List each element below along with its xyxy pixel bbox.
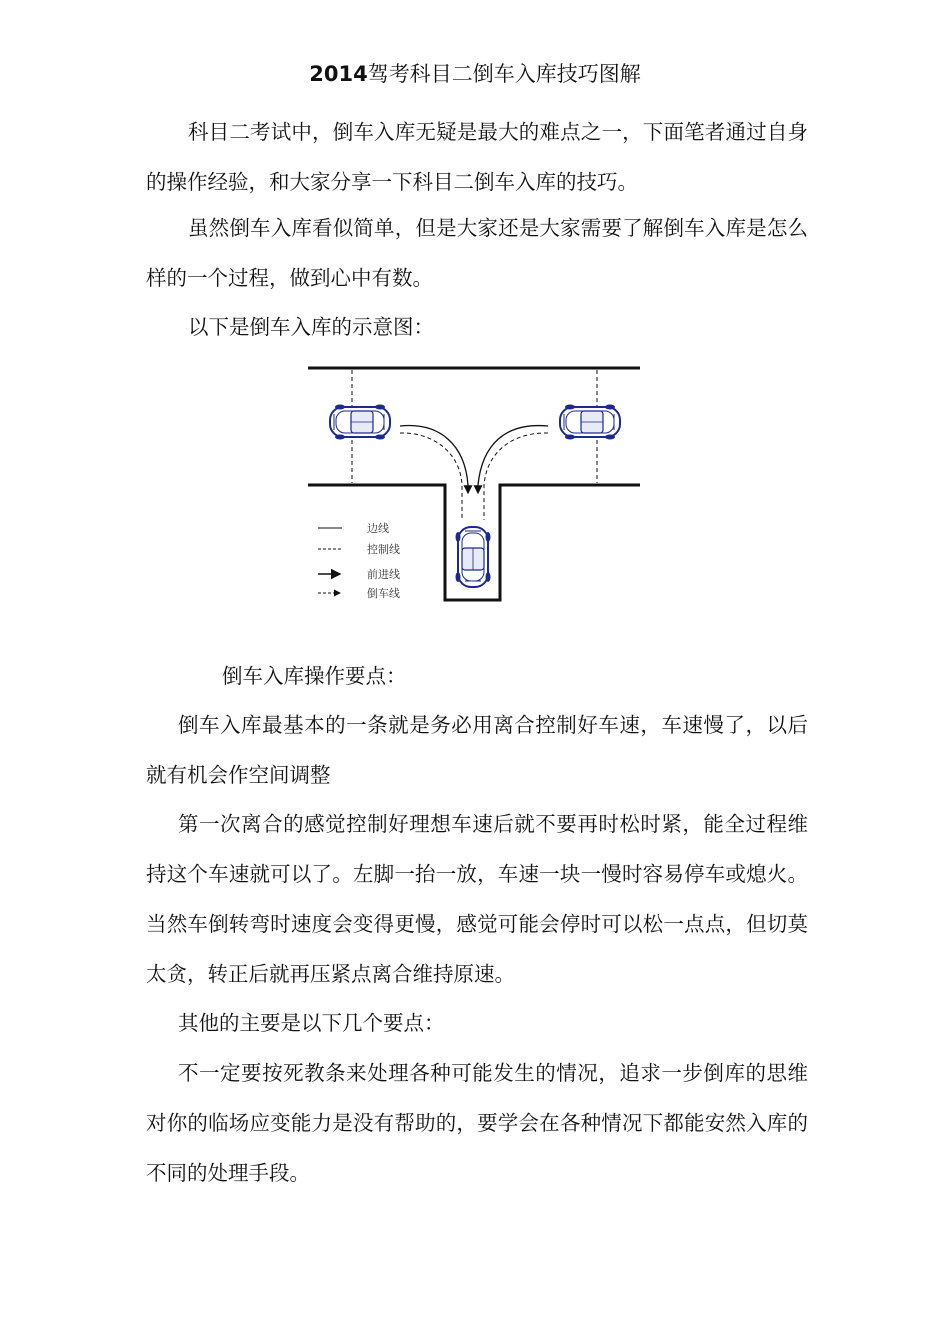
legend-label-reverse: 倒车线	[367, 587, 400, 600]
diagram-legend	[318, 521, 400, 600]
key-point-speed: 倒车入库最基本的一条就是务必用离合控制好车速，车速慢了，以后就有机会作空间调整	[146, 713, 808, 787]
forward-path-right	[478, 426, 548, 493]
intro-paragraph: 科目二考试中，倒车入库无疑是最大的难点之一，下面笔者通过自身的操作经验，和大家分享一下科目二倒车入库的技巧。	[146, 120, 808, 194]
legend-label-boundary: 边线	[367, 522, 389, 535]
car-right	[560, 405, 620, 440]
key-point-others-heading: 其他的主要是以下几个要点：	[178, 1011, 445, 1035]
forward-path-left	[400, 426, 468, 493]
key-point-flexibility: 不一定要按死教条来处理各种可能发生的情况，追求一步倒库的思维对你的临场应变能力是没有帮助的，要学会在各种情况下都能安然入库的不同的处理手段。	[146, 1061, 808, 1185]
car-left	[330, 405, 390, 440]
process-paragraph: 虽然倒车入库看似简单，但是大家还是大家需要了解倒车入库是怎么样的一个过程，做到心中有数。	[146, 216, 808, 290]
key-points-heading: 倒车入库操作要点：	[222, 664, 407, 688]
legend-label-forward: 前进线	[367, 568, 400, 581]
car-in-garage	[456, 527, 491, 587]
legend-label-control: 控制线	[367, 543, 400, 556]
reverse-path-right	[484, 433, 548, 520]
reverse-parking-diagram	[300, 360, 645, 610]
title-year: 2014	[309, 62, 368, 86]
title-text: 驾考科目二倒车入库技巧图解	[367, 62, 641, 86]
diagram-caption: 以下是倒车入库的示意图：	[188, 315, 434, 339]
reverse-path-left	[400, 433, 462, 520]
document-title	[0, 58, 950, 90]
key-point-clutch: 第一次离合的感觉控制好理想车速后就不要再时松时紧，能全过程维持这个车速就可以了。左脚一抬一放，车速一块一慢时容易停车或熄火。当然车倒转弯时速度会变得更慢，感觉可能会停时可以松一点点，但切莫太贪，转正后就再压紧点离合维持原速。	[146, 812, 808, 986]
